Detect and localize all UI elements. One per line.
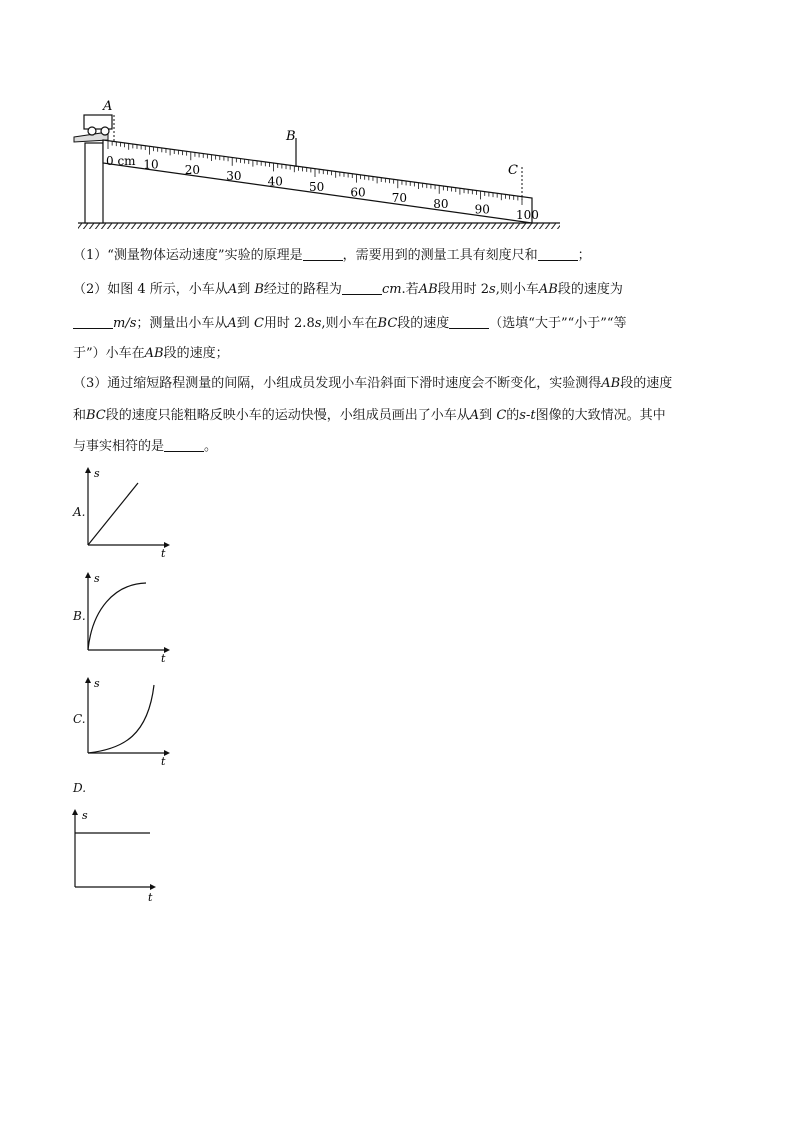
q2-text: 于”）小车在	[73, 346, 145, 361]
q2-text: 段的速度	[397, 316, 450, 331]
q2-a: A	[227, 282, 238, 297]
q3-text: 。	[204, 439, 218, 454]
q3-bc: BC	[86, 408, 106, 423]
scale-number: 50	[309, 180, 325, 194]
q2-c: C	[253, 316, 264, 331]
q3-text: 与事实相符的是	[73, 439, 165, 454]
q2-text: .若	[401, 282, 419, 297]
q2-text: 段的速度；	[163, 346, 229, 361]
q3-st: s-t	[519, 408, 536, 423]
q3-text: 段的速度	[620, 376, 673, 391]
axis-t-label: t	[161, 547, 166, 560]
q3-text: 图像的大致情况。其中	[535, 408, 666, 423]
question-2-line-2	[73, 312, 733, 336]
axis-s-label: s	[94, 467, 100, 480]
axis-s-label: s	[94, 677, 100, 690]
axis-t-label: t	[161, 755, 166, 768]
q1-end: ；	[577, 248, 591, 263]
q3-ab: AB	[601, 376, 621, 391]
option-c-graph[interactable]	[84, 675, 174, 770]
q3-text: 和	[73, 408, 87, 423]
q2-a: A	[227, 316, 237, 331]
scale-number: 100	[516, 208, 539, 222]
option-b-label[interactable]: B.	[73, 609, 86, 623]
q1-blank-tool[interactable]	[538, 246, 578, 261]
q3-text: 到	[479, 408, 493, 423]
option-c-curve	[88, 685, 154, 753]
q3-c: C	[496, 408, 507, 423]
q1-mid: ，需要用到的测量工具有刻度尺和	[342, 248, 538, 263]
q2-to: 到	[237, 282, 251, 297]
question-3-line-2	[73, 404, 733, 428]
option-a-label[interactable]: A.	[73, 505, 86, 519]
q2-ab: AB	[538, 282, 558, 297]
q3-blank-answer[interactable]	[164, 437, 204, 452]
scale-number: 90	[474, 202, 490, 217]
q2-ab: AB	[418, 282, 438, 297]
ground-hatch	[78, 223, 560, 229]
q3-text: （3）通过缩短路程测量的间隔，小组成员发现小车沿斜面下滑时速度会不断变化，实验测得	[73, 376, 602, 391]
q2-text: （2）如图 4 所示，小车从	[73, 282, 228, 297]
q3-text: 段的速度只能粗略反映小车的运动快慢，小组成员画出了小车从	[105, 408, 470, 423]
incline-ruler-figure	[70, 95, 570, 230]
q2-text: ,则小车	[495, 282, 539, 297]
scale-number: 60	[350, 185, 366, 200]
label-c: C	[508, 163, 518, 178]
option-b-graph[interactable]	[84, 570, 174, 665]
option-a-graph[interactable]	[84, 465, 174, 560]
q2-blank-compare[interactable]	[449, 314, 489, 329]
axis-t-label: t	[148, 891, 153, 904]
q2-ab: AB	[144, 346, 164, 361]
q2-unit-cm: cm	[381, 282, 402, 297]
q2-text: ,则小车在	[321, 316, 378, 331]
q1-blank-principle[interactable]	[303, 246, 343, 261]
q3-a: A	[469, 408, 480, 423]
scale-number: 30	[226, 168, 242, 183]
option-d-label[interactable]: D.	[73, 781, 87, 795]
q2-unit-s: s	[489, 282, 496, 297]
q2-blank-speed[interactable]	[73, 314, 113, 329]
option-d-graph[interactable]	[70, 805, 165, 905]
question-3-line-1	[73, 372, 733, 396]
cart	[84, 115, 112, 135]
label-b: B	[286, 129, 296, 144]
scale-zero: 0 cm	[106, 154, 136, 168]
q2-text: 用时 2.8	[263, 316, 315, 331]
q2-text: ；测量出小车从	[136, 316, 228, 331]
question-2-line-3	[73, 342, 733, 366]
q3-text: 的	[506, 408, 520, 423]
q2-unit-s: s	[314, 316, 322, 331]
q2-to: 到	[236, 316, 250, 331]
scale-number: 20	[184, 163, 201, 178]
option-c-label[interactable]: C.	[73, 712, 86, 726]
q2-text: 段的速度为	[557, 282, 623, 297]
q2-text: （选填“大于”“小于”“等	[489, 316, 627, 331]
scale-number: 40	[267, 174, 283, 189]
q2-text: 段用时 2	[437, 282, 490, 297]
q2-unit-ms: m/s	[113, 316, 137, 331]
scale-number: 80	[433, 196, 449, 211]
label-a: A	[103, 99, 113, 114]
question-3-line-3	[73, 435, 733, 459]
option-a-curve	[88, 483, 138, 545]
q2-bc: BC	[377, 316, 398, 331]
axis-s-label: s	[94, 572, 100, 585]
q2-text: 经过的路程为	[263, 282, 342, 297]
option-b-curve	[88, 583, 146, 650]
scale-number: 70	[391, 191, 408, 206]
q2-b: B	[254, 282, 264, 297]
axis-s-label: s	[82, 809, 88, 822]
question-1	[73, 244, 733, 268]
q2-blank-distance[interactable]	[342, 280, 382, 295]
q1-prefix: （1）“测量物体运动速度”实验的原理是	[73, 248, 303, 263]
support-block	[85, 143, 103, 223]
axis-t-label: t	[161, 652, 166, 665]
question-2-line-1	[73, 278, 733, 302]
scale-number: 10	[143, 157, 159, 172]
